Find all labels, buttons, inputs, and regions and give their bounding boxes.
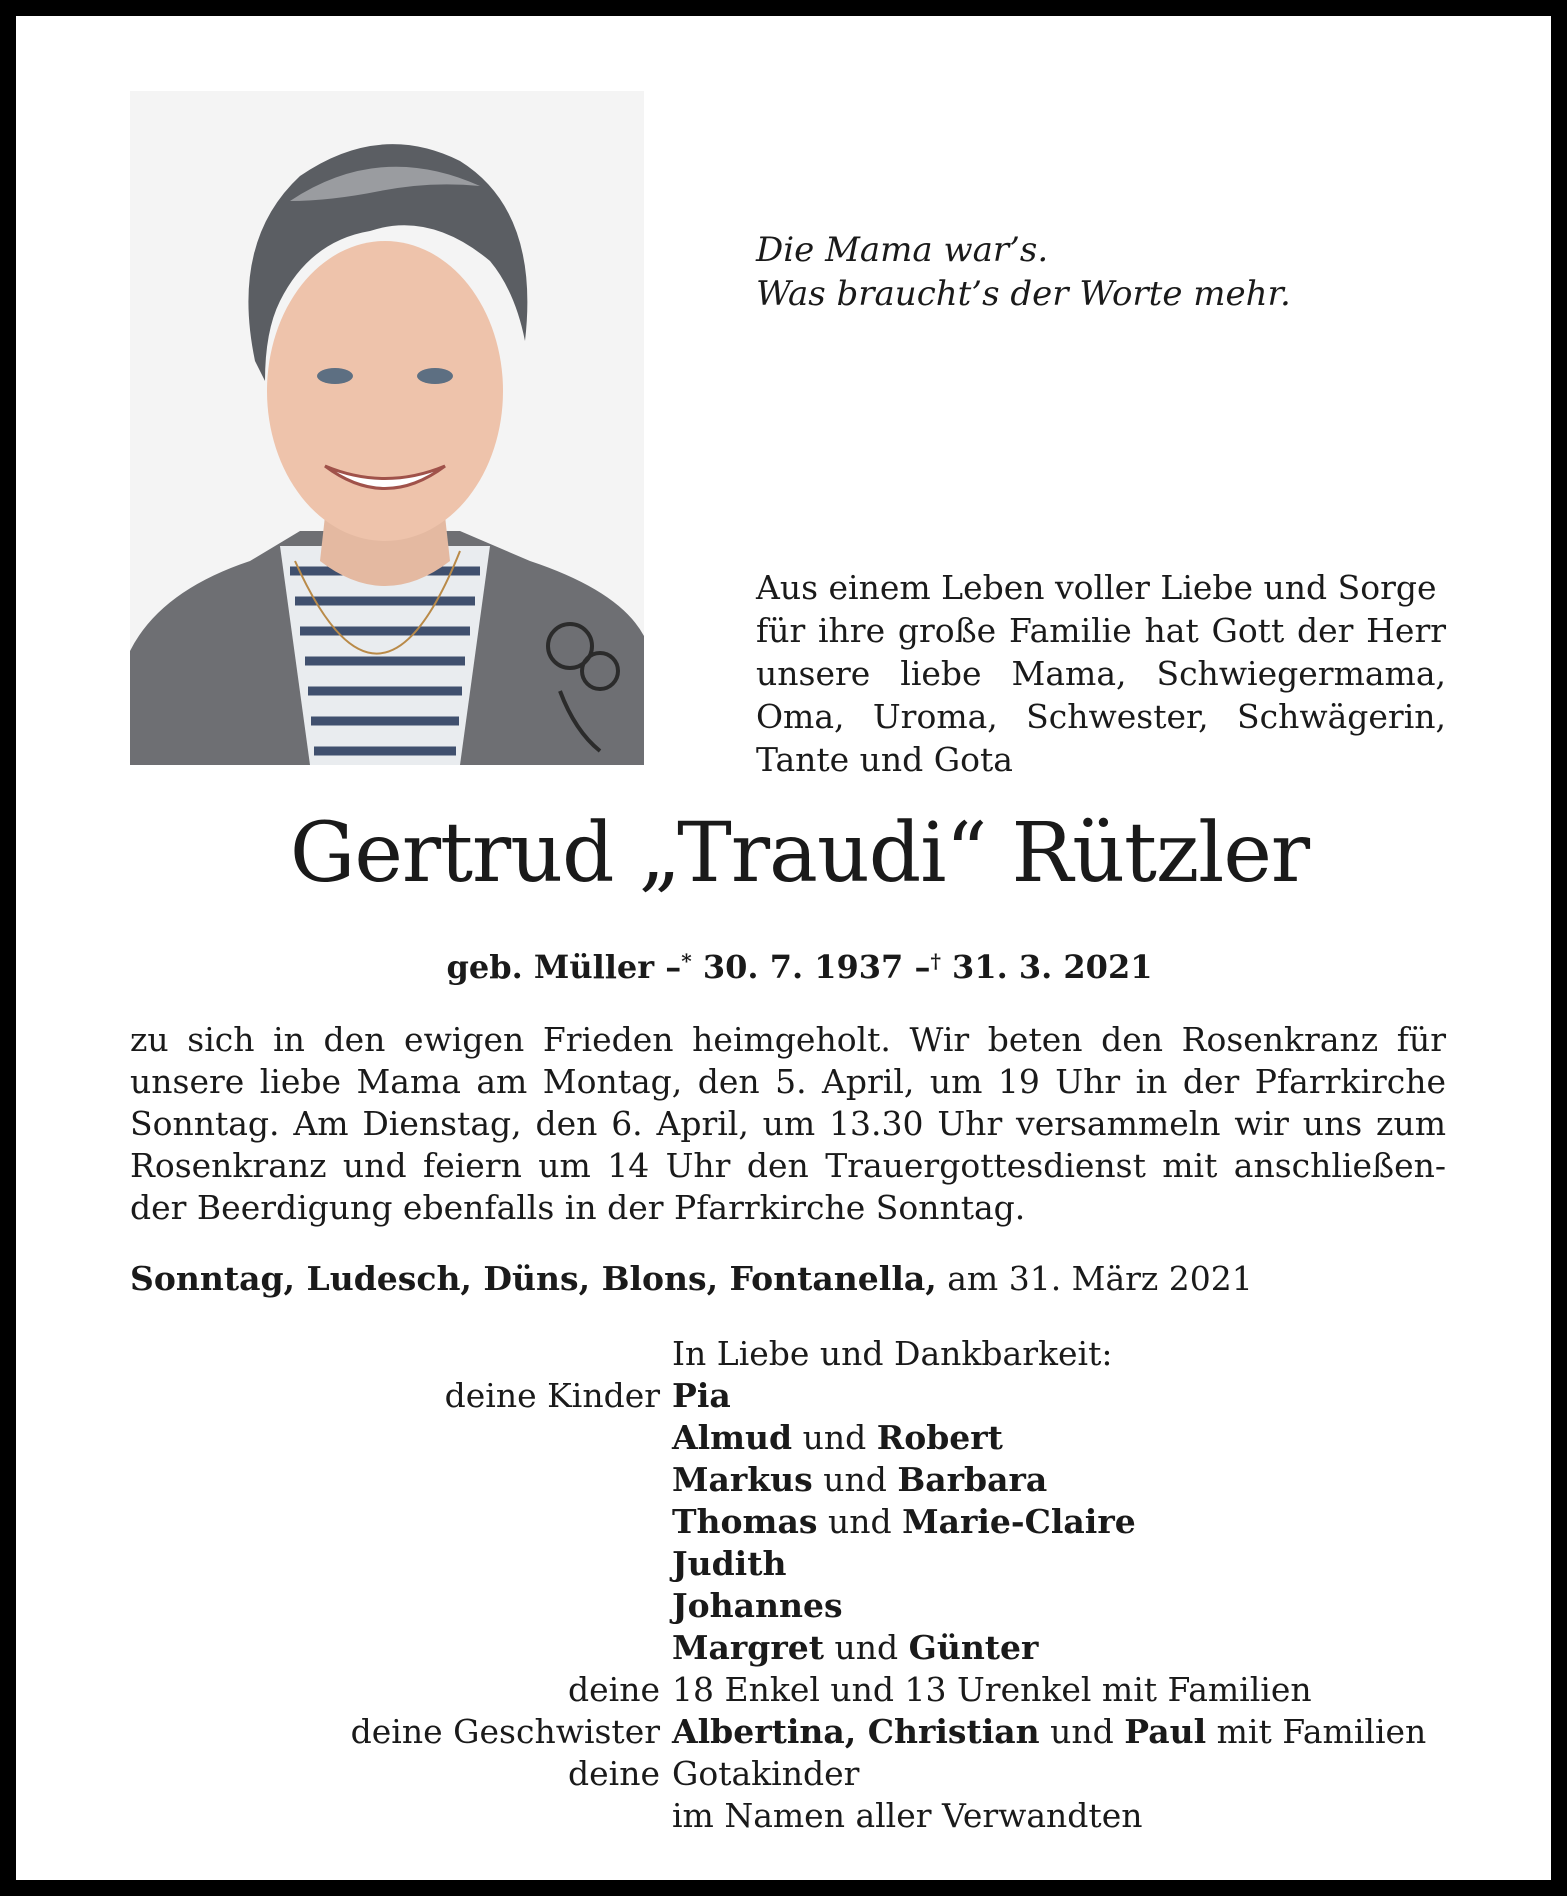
child-name: Pia (672, 1376, 731, 1415)
birth-date: 30. 7. 1937 (702, 948, 904, 986)
death-date: 31. 3. 2021 (952, 948, 1153, 986)
born-symbol: * (681, 949, 692, 973)
conjunction: und (823, 1460, 887, 1499)
place-and-date (130, 1258, 1253, 1300)
life-dates (16, 941, 1567, 987)
portrait-photo (130, 91, 644, 765)
grandchildren-label: deine (568, 1670, 660, 1709)
mourners-heading: In Liebe und Dankbarkeit: (672, 1334, 1113, 1373)
siblings-suffix: mit Familien (1216, 1712, 1427, 1751)
spouse-name: Günter (908, 1628, 1039, 1667)
sibling-name: Paul (1124, 1712, 1207, 1751)
mourners-list (130, 1333, 1470, 1837)
separator: – (914, 948, 931, 986)
spouse-name: Robert (876, 1418, 1003, 1457)
intro-line: Tante und Gota (756, 740, 1013, 779)
died-symbol: † (930, 949, 941, 973)
conjunction: und (1050, 1712, 1114, 1751)
announcement-date: am 31. März 2021 (947, 1259, 1253, 1298)
towns: Sonntag, Ludesch, Düns, Blons, Fontanella, (130, 1259, 937, 1298)
child-name: Almud (672, 1418, 793, 1457)
maiden-name: geb. Müller (446, 948, 655, 986)
conjunction: und (827, 1502, 892, 1541)
spouse-name: Marie-Claire (902, 1502, 1136, 1541)
body-line: der Beerdigung ebenfalls in der Pfarrkirche Sonntag. (130, 1188, 1026, 1227)
portrait-illustration (130, 91, 644, 765)
child-name: Thomas (672, 1502, 818, 1541)
conjunction: und (802, 1418, 867, 1457)
child-name: Johannes (672, 1586, 843, 1625)
godchildren-label: deine (568, 1754, 660, 1793)
intro-line: Oma, Uroma, Schwester, Schwägerin, (756, 697, 1446, 736)
child-name: Markus (672, 1460, 813, 1499)
intro-line: für ihre große Familie hat Gott der Herr (756, 611, 1446, 650)
body-line: Sonntag. Am Dienstag, den 6. April, um 13.30 Uhr versammeln wir uns zum (130, 1104, 1446, 1143)
funeral-announcement (130, 1019, 1446, 1229)
deceased-name: Gertrud „Traudi“ Rützler (289, 806, 1310, 901)
child-name: Margret (672, 1628, 824, 1667)
child-name: Judith (672, 1544, 787, 1583)
separator: – (665, 948, 682, 986)
intro-paragraph (756, 566, 1446, 781)
quote-line: Die Mama war’s. (756, 230, 1049, 270)
conjunction: und (834, 1628, 899, 1667)
siblings-label: deine Geschwister (350, 1712, 660, 1751)
intro-line: Aus einem Leben voller Liebe und Sorge (756, 568, 1437, 607)
quote-line: Was braucht’s der Worte mehr. (756, 274, 1291, 314)
sibling-names: Albertina, Christian (672, 1712, 1040, 1751)
body-line: zu sich in den ewigen Frieden heimgeholt. Wir beten den Rosenkranz für (130, 1020, 1446, 1059)
godchildren: Gotakinder (672, 1754, 860, 1793)
body-line: unsere liebe Mama am Montag, den 5. April, um 19 Uhr in der Pfarrkirche (130, 1062, 1446, 1101)
relatives: im Namen aller Verwandten (672, 1796, 1143, 1835)
body-line: Rosenkranz und feiern um 14 Uhr den Trauergottesdienst mit anschließen- (130, 1146, 1446, 1185)
grandchildren: 18 Enkel und 13 Urenkel mit Familien (672, 1670, 1312, 1709)
children-label: deine Kinder (444, 1376, 660, 1415)
intro-line: unsere liebe Mama, Schwiegermama, (756, 654, 1446, 693)
quote-block (756, 228, 1291, 316)
spouse-name: Barbara (897, 1460, 1048, 1499)
